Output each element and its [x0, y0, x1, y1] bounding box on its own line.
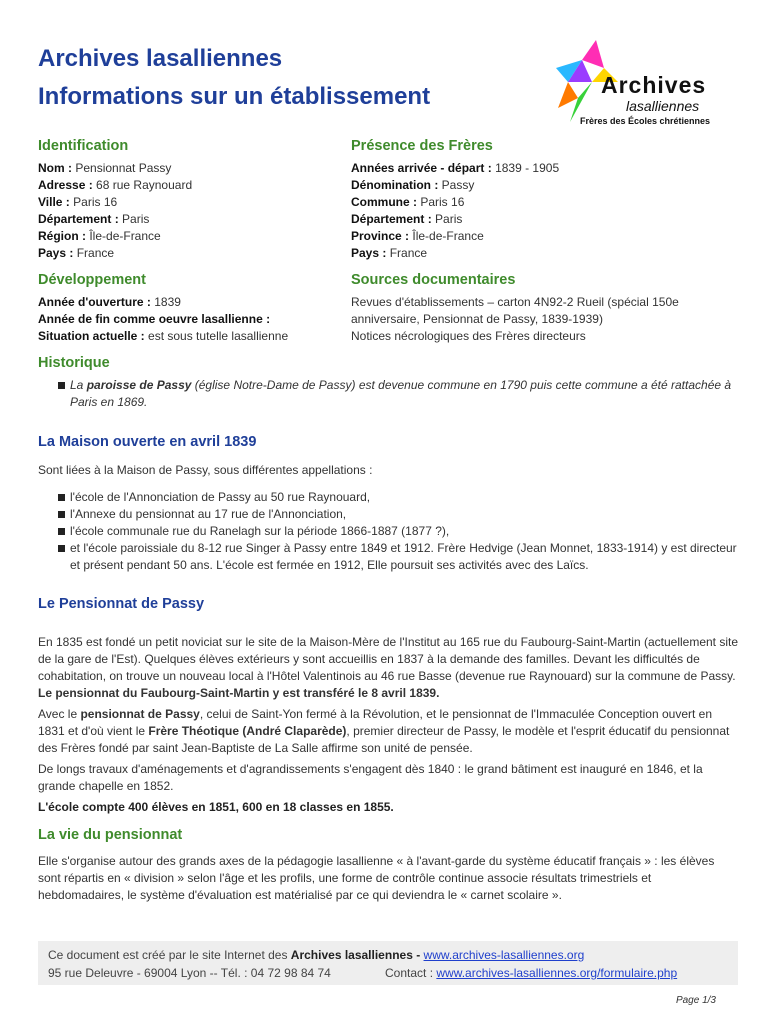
logo-word: Archives [601, 72, 707, 98]
presence-row: Pays : France [351, 246, 428, 260]
historique-heading: Historique [38, 355, 110, 371]
vie-section [38, 825, 738, 908]
identification-row: Nom : Pensionnat Passy [38, 161, 172, 175]
identification-row: Département : Paris [38, 212, 150, 226]
sources-heading: Sources documentaires [351, 272, 516, 288]
contact-form-link[interactable]: www.archives-lasalliennes.org/formulaire.php [436, 966, 678, 980]
pensionnat-paragraph-2: Avec le pensionnat de Passy, celui de Saint-Yon fermé à la Révolution, et le pensionnat de l'Immaculée Conception ouvert en 1831 et d'où vient le Frère Théotique (André Claparède), premier directeur de Passy, le modèle et l'esprit éducatif du pensionnat des Frères fondé par saint Jean-Baptiste de La Salle affirme son unité de pensée. [38, 707, 730, 755]
vie-paragraph: Elle s'organise autour des grands axes de la pédagogie lasallienne « à l'avant-garde du système éducatif français » : les élèves sont répartis en « division » selon l'âge et les profils, une forme de contrôle continue associe résultats trimestriels et hebdomadaires, le système d'évaluation est matérialisé par ce qui deviendra le « carnet scolaire ». [38, 854, 715, 902]
list-item: l'école de l'Annonciation de Passy au 50 rue Raynouard, [58, 489, 738, 506]
logo-tagline: Frères des Écoles chrétiennes [580, 116, 711, 126]
presence-row: Dénomination : Passy [351, 178, 475, 192]
identification-row: Ville : Paris 16 [38, 195, 118, 209]
list-item: et l'école paroissiale du 8-12 rue Singer à Passy entre 1849 et 1912. Frère Hedvige (Jean Monnet, 1833-1914) y est directeur et présent pendant 50 ans. L'école est fermée en 1912, Elle poursuit ses activités avec des Laïcs. [58, 540, 738, 574]
developpement-section [38, 270, 288, 345]
maison-list [38, 489, 738, 574]
pensionnat-paragraph-3: De longs travaux d'aménagements et d'agrandissements s'engagent dès 1840 : le grand bâtiment est inauguré en 1846, et la grande chapelle en 1852. [38, 762, 703, 793]
logo-subtitle: lasalliennes [626, 98, 700, 114]
vie-heading: La vie du pensionnat [38, 827, 183, 843]
footer-address: 95 rue Deleuvre - 69004 Lyon -- Tél. : 04 72 98 84 74 [48, 966, 331, 980]
identification-heading: Identification [38, 138, 129, 154]
presence-row: Province : Île-de-France [351, 229, 484, 243]
title-line-1: Archives lasalliennes [38, 45, 283, 72]
pensionnat-section [38, 594, 738, 820]
sources-line: Revues d'établissements – carton 4N92-2 Rueil (spécial 150e [351, 295, 679, 309]
title-line-2: Informations sur un établissement [38, 83, 431, 110]
presence-row: Années arrivée - départ : 1839 - 1905 [351, 161, 560, 175]
sources-line: Notices nécrologiques des Frères directeurs [351, 329, 586, 343]
maison-intro: Sont liées à la Maison de Passy, sous différentes appellations : [38, 463, 373, 477]
sources-section [351, 270, 679, 345]
page-number: Page 1/3 [675, 995, 716, 1006]
footer [38, 941, 738, 985]
pensionnat-paragraph-1: En 1835 est fondé un petit noviciat sur le site de la Maison-Mère de l'Institut au 165 rue du Faubourg-Saint-Martin (actuellement site de la gare de l'Est). Quelques élèves extérieurs y sont accueillis en 1837 à la demande des familles. Devant les difficultés de cohabitation, on trouve un nouveau local à l'Hôtel Valentinois au 46 rue Basse (devenue rue Raynouard) sur la commune de Passy. Le pensionnat du Faubourg-Saint-Martin y est transféré le 8 avril 1839. [38, 635, 739, 700]
page-title [38, 40, 430, 116]
identification-row: Pays : France [38, 246, 115, 260]
footer-line-1: Ce document est créé par le site Internet des Archives lasalliennes - www.archives-lasalliennes.org [48, 948, 585, 962]
sources-line: anniversaire, Pensionnat de Passy, 1839-1939) [351, 312, 603, 326]
pensionnat-paragraph-4: L'école compte 400 élèves en 1851, 600 en 18 classes en 1855. [38, 800, 394, 814]
identification-section [38, 136, 192, 262]
archives-logo [548, 38, 728, 130]
pensionnat-heading: Le Pensionnat de Passy [38, 596, 205, 612]
developpement-heading: Développement [38, 272, 146, 288]
historique-list [38, 377, 738, 411]
maison-section [38, 432, 738, 574]
presence-row: Commune : Paris 16 [351, 195, 465, 209]
presence-heading: Présence des Frères [351, 138, 493, 154]
identification-row: Région : Île-de-France [38, 229, 161, 243]
list-item: l'école communale rue du Ranelagh sur la période 1866-1887 (1877 ?), [58, 523, 738, 540]
developpement-row: Année de fin comme oeuvre lasallienne : [38, 312, 271, 326]
presence-row: Département : Paris [351, 212, 463, 226]
maison-heading: La Maison ouverte en avril 1839 [38, 434, 257, 450]
developpement-row: Année d'ouverture : 1839 [38, 295, 181, 309]
historique-section [38, 353, 738, 411]
developpement-row: Situation actuelle : est sous tutelle lasallienne [38, 329, 289, 343]
list-item: l'Annexe du pensionnat au 17 rue de l'Annonciation, [58, 506, 738, 523]
presence-section [351, 136, 559, 262]
list-item: La paroisse de Passy (église Notre-Dame de Passy) est devenue commune en 1790 puis cette commune a été rattachée à Paris en 1869. [58, 377, 738, 411]
website-link[interactable]: www.archives-lasalliennes.org [423, 948, 585, 962]
identification-row: Adresse : 68 rue Raynouard [38, 178, 193, 192]
footer-contact: Contact : www.archives-lasalliennes.org/formulaire.php [385, 966, 678, 980]
